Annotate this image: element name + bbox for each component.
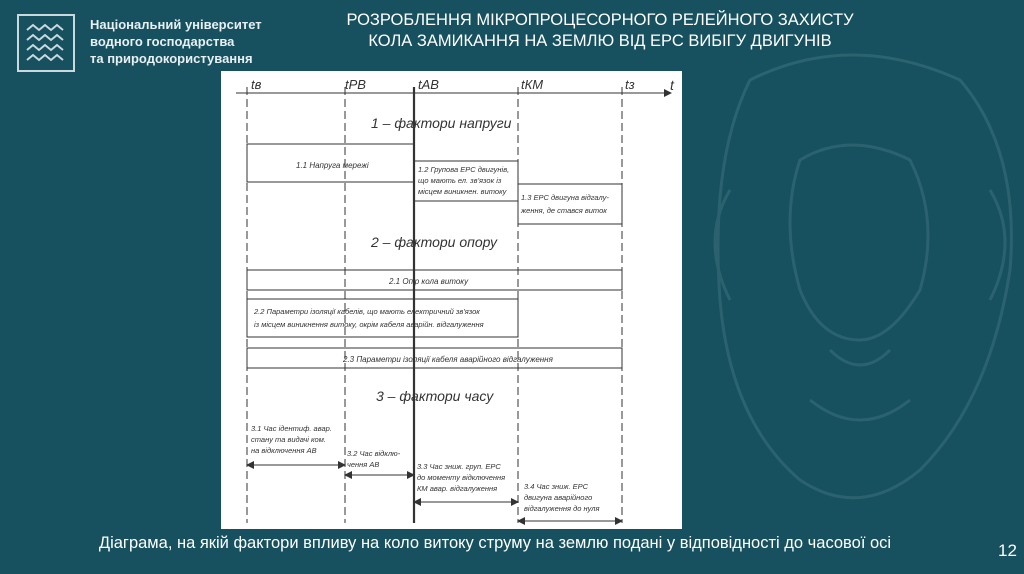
box-1-1-text: 1.1 Напруга мережі (296, 161, 369, 170)
logo-line-3: та природокористування (90, 51, 253, 66)
t-3-3-line-3: КМ авар. відгалуження (417, 484, 498, 493)
logo-line-2: водного господарства (90, 34, 235, 49)
waves-icon (19, 16, 73, 70)
t-3-4-line-2: двигуна аварійного (524, 493, 593, 502)
lion-watermark (690, 40, 1020, 540)
t-3-4-line-1: 3.4 Час зниж. ЕРС (524, 482, 589, 491)
t-3-3-line-1: 3.3 Час зниж. груп. ЕРС (417, 462, 501, 471)
t-3-1-line-3: на відключення АВ (251, 446, 317, 455)
university-logo (17, 14, 75, 72)
slide-caption: Діаграма, на якій фактори впливу на коло витоку струму на землю подані у відповідності до часової осі (98, 534, 892, 552)
t-3-2-line-1: 3.2 Час відклю- (347, 449, 401, 458)
box-1-3 (518, 184, 622, 224)
box-1-2-line-1: 1.2 Групова ЕРС двигунів, (418, 165, 510, 174)
section-3-heading: 3 – фактори часу (376, 388, 494, 404)
label-trv: tРВ (345, 77, 366, 92)
box-1-2-line-2: що мають ел. зв'язок із (418, 176, 502, 185)
label-tv: tв (251, 77, 262, 92)
box-2-2-line-1: 2.2 Параметри ізоляції кабелів, що мають електричний зв'язок (254, 307, 480, 316)
label-t: t (670, 77, 674, 93)
page-number: 12 (998, 541, 1017, 560)
title-line-1: РОЗРОБЛЕННЯ МІКРОПРОЦЕСОРНОГО РЕЛЕЙНОГО ЗАХИСТУ (346, 11, 854, 29)
box-1-2-line-3: місцем виникнен. витоку (418, 187, 507, 196)
label-tz: tз (625, 77, 635, 92)
t-3-1-line-2: стану та видачі ком. (251, 435, 326, 444)
box-2-3-text: 2.3 Параметри ізоляції кабеля аварійного відгалуження (343, 355, 553, 364)
time-diagram (221, 71, 682, 529)
slide-title (300, 10, 900, 52)
label-tav: tАВ (418, 77, 439, 92)
t-3-2-line-2: чення АВ (347, 460, 380, 469)
box-2-1-text: 2.1 Опір кола витоку (389, 277, 469, 286)
section-2-heading: 2 – фактори опору (371, 234, 497, 250)
box-1-3-line-2: ження, де стався виток (521, 206, 607, 215)
box-1-3-line-1: 1.3 ЕРС двигуна відгалу- (521, 193, 609, 202)
logo-line-1: Національний університет (90, 17, 262, 32)
title-line-2: КОЛА ЗАМИКАННЯ НА ЗЕМЛЮ ВІД ЕРС ВИБІГУ ДВИГУНІВ (368, 32, 832, 50)
university-name (90, 16, 262, 67)
box-2-2-line-2: із місцем виникнення витоку, окрім кабеля аварійн. відгалуження (254, 320, 484, 329)
t-3-1-line-1: 3.1 Час ідентиф. авар. (251, 424, 332, 433)
label-tkm: tКМ (521, 77, 544, 92)
t-3-3-line-2: до моменту відключення (417, 473, 506, 482)
t-3-4-line-3: відгалуження до нуля (524, 504, 600, 513)
box-2-2 (247, 299, 518, 337)
section-1-heading: 1 – фактори напруги (371, 115, 512, 131)
